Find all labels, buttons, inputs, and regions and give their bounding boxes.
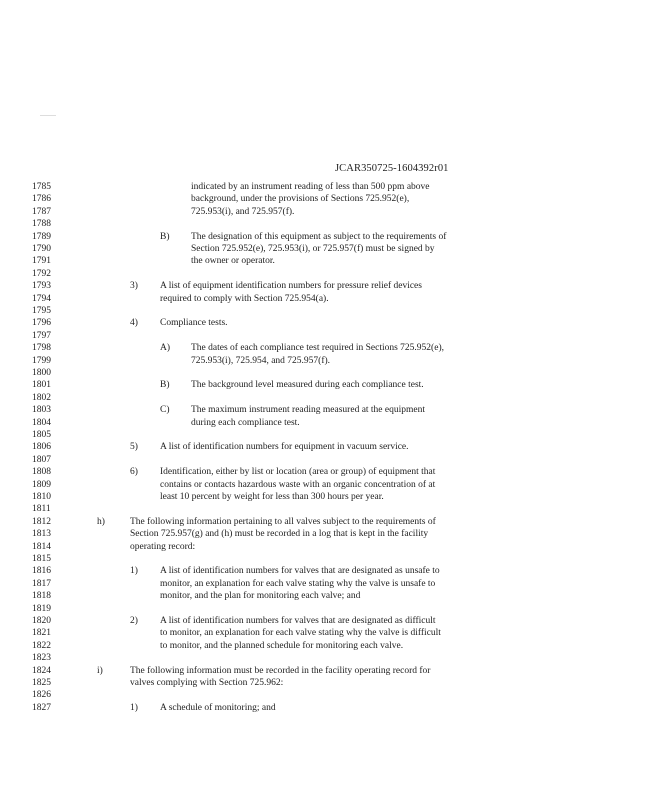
line-number: 1817 bbox=[32, 578, 51, 589]
text-line: A list of equipment identification numbers for pressure relief devices bbox=[160, 281, 422, 292]
line-number: 1812 bbox=[32, 516, 51, 527]
line-number: 1798 bbox=[32, 343, 51, 354]
line-number: 1821 bbox=[32, 628, 51, 639]
line-number: 1814 bbox=[32, 541, 51, 552]
scan-mark bbox=[40, 115, 56, 116]
line-number: 1824 bbox=[32, 665, 51, 676]
text-line: The following information pertaining to all valves subject to the requirements of bbox=[130, 516, 436, 527]
text-line: The background level measured during each compliance test. bbox=[191, 380, 424, 391]
text-line: to monitor, and the planned schedule for monitoring each valve. bbox=[160, 640, 404, 651]
line-number: 1819 bbox=[32, 603, 51, 614]
text-line: The dates of each compliance test required in Sections 725.952(e), bbox=[191, 343, 444, 354]
line-number: 1804 bbox=[32, 417, 51, 428]
line-number: 1799 bbox=[32, 355, 51, 366]
line-number: 1790 bbox=[32, 244, 51, 254]
text-line: to monitor, an explanation for each valve stating why the valve is difficult bbox=[160, 628, 441, 639]
line-number: 1807 bbox=[32, 454, 51, 465]
item-label: B) bbox=[160, 380, 170, 391]
text-line: Section 725.957(g) and (h) must be recorded in a log that is kept in the facility bbox=[130, 529, 429, 540]
text-line: contains or contacts hazardous waste with an organic concentration of at bbox=[160, 479, 436, 490]
line-number: 1800 bbox=[32, 368, 51, 378]
text-line: A schedule of monitoring; and bbox=[160, 702, 276, 713]
text-line: A list of identification numbers for equipment in vacuum service. bbox=[160, 442, 409, 453]
line-number: 1793 bbox=[32, 281, 51, 292]
item-label: 6) bbox=[130, 467, 138, 478]
text-line: the owner or operator. bbox=[191, 256, 275, 267]
line-number: 1792 bbox=[32, 268, 51, 279]
item-label: 2) bbox=[130, 616, 138, 626]
line-number: 1815 bbox=[32, 554, 51, 564]
line-number: 1827 bbox=[32, 702, 51, 713]
line-number: 1818 bbox=[32, 591, 51, 602]
line-number: 1789 bbox=[32, 231, 51, 242]
line-number: 1816 bbox=[32, 566, 51, 577]
line-number: 1823 bbox=[32, 653, 51, 664]
text-line: 725.953(i), 725.954, and 725.957(f). bbox=[191, 355, 331, 366]
item-label: i) bbox=[97, 665, 103, 676]
line-number: 1794 bbox=[32, 293, 51, 304]
document-id-header: JCAR350725-1604392r01 bbox=[335, 163, 449, 174]
line-number: 1797 bbox=[32, 330, 51, 341]
text-line: A list of identification numbers for valves that are designated as difficult bbox=[160, 616, 436, 626]
line-number: 1805 bbox=[32, 430, 51, 440]
text-line: 725.953(i), and 725.957(f). bbox=[191, 206, 295, 217]
text-line: background, under the provisions of Sections 725.952(e), bbox=[191, 194, 410, 205]
line-number: 1810 bbox=[32, 492, 51, 502]
item-label: B) bbox=[160, 231, 170, 242]
text-line: monitor, an explanation for each valve stating why the valve is unsafe to bbox=[160, 578, 436, 589]
line-number: 1785 bbox=[32, 182, 51, 192]
text-line: operating record: bbox=[130, 541, 196, 552]
line-number: 1802 bbox=[32, 392, 51, 403]
item-label: 5) bbox=[130, 442, 138, 453]
line-number: 1795 bbox=[32, 306, 51, 316]
line-number: 1801 bbox=[32, 380, 51, 391]
text-line: Section 725.952(e), 725.953(i), or 725.957(f) must be signed by bbox=[191, 244, 435, 254]
text-line: during each compliance test. bbox=[191, 417, 300, 428]
item-label: h) bbox=[97, 516, 105, 527]
line-number: 1808 bbox=[32, 467, 51, 478]
text-line: The maximum instrument reading measured at the equipment bbox=[191, 405, 426, 416]
text-line: monitor, and the plan for monitoring each valve; and bbox=[160, 591, 361, 602]
line-number: 1826 bbox=[32, 690, 51, 701]
item-label: 3) bbox=[130, 281, 138, 292]
line-number: 1811 bbox=[32, 504, 51, 515]
item-label: A) bbox=[160, 343, 171, 354]
item-label: 1) bbox=[130, 702, 138, 713]
line-number: 1791 bbox=[32, 256, 51, 267]
line-number: 1813 bbox=[32, 529, 51, 540]
text-line: indicated by an instrument reading of less than 500 ppm above bbox=[191, 182, 430, 192]
text-line: A list of identification numbers for valves that are designated as unsafe to bbox=[160, 566, 440, 577]
item-label: 4) bbox=[130, 318, 138, 329]
item-label: C) bbox=[160, 405, 170, 416]
text-line: Compliance tests. bbox=[160, 318, 228, 329]
text-line: The following information must be recorded in the facility operating record for bbox=[130, 665, 431, 676]
line-number: 1787 bbox=[32, 206, 51, 217]
line-number: 1786 bbox=[32, 194, 51, 205]
item-label: 1) bbox=[130, 566, 138, 577]
text-line: required to comply with Section 725.954(a). bbox=[160, 293, 329, 304]
line-number: 1803 bbox=[32, 405, 51, 416]
line-number: 1796 bbox=[32, 318, 51, 329]
line-number: 1788 bbox=[32, 219, 51, 230]
text-line: valves complying with Section 725.962: bbox=[130, 678, 284, 688]
line-number: 1822 bbox=[32, 640, 51, 651]
line-number: 1806 bbox=[32, 442, 51, 453]
text-line: least 10 percent by weight for less than 300 hours per year. bbox=[160, 492, 384, 502]
line-number: 1809 bbox=[32, 479, 51, 490]
text-line: Identification, either by list or location (area or group) of equipment that bbox=[160, 467, 436, 478]
line-number: 1825 bbox=[32, 678, 51, 688]
line-number: 1820 bbox=[32, 616, 51, 626]
text-line: The designation of this equipment as subject to the requirements of bbox=[191, 231, 447, 242]
